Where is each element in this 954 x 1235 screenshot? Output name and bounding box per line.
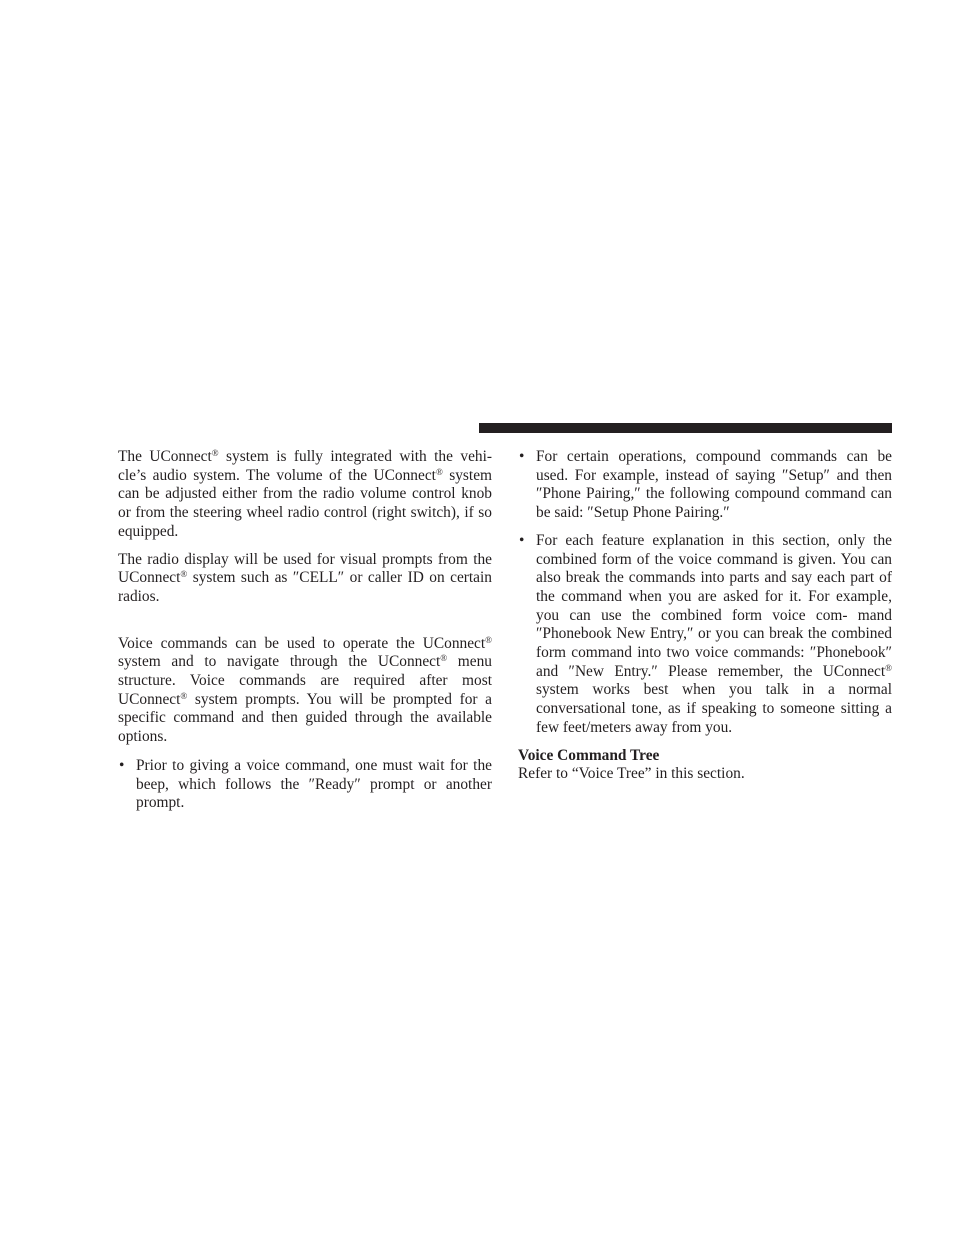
registered-mark: ® — [485, 634, 492, 645]
bullet-compound-commands — [518, 448, 892, 523]
registered-mark: ® — [435, 466, 443, 477]
text-span: Voice commands can be used to operate the UConnect — [118, 634, 486, 652]
bullet-dot-icon: • — [519, 531, 525, 549]
text-span: system such as ″CELL″ or caller ID on certain radios. — [118, 569, 492, 605]
bullet-combined-form — [518, 532, 892, 738]
registered-mark: ® — [885, 662, 892, 673]
bullet-wait-for-beep — [118, 757, 492, 813]
paragraph-audio-integration — [118, 448, 492, 542]
left-column — [118, 448, 492, 813]
right-column — [518, 448, 892, 784]
text-span: menu structure. Voice commands are required after most UConnect — [118, 653, 493, 708]
text-span: system can be adjusted either from the radio volume control knob or from the steering wheel radio control (right switch), if so equipped. — [118, 466, 492, 540]
paragraph-voice-tree-reference: Refer to “Voice Tree” in this section. — [518, 765, 745, 783]
section-header-rule — [479, 423, 892, 433]
text-span: For each feature explanation in this section, only the combined form of the voice command is given. You can also break the commands into parts and say each part of the command when you are asked for it. For example, you can use the combined form voice com- mand ″Phonebook New Entry,″ or you can break the combined form command into two voice commands: ″Phonebook″ and ″New Entry.″ Please remember, the UConnect — [536, 531, 892, 680]
text-span: system works best when you talk in a normal conversational tone, as if speaking to someone sitting a few feet/meters away from you. — [536, 681, 892, 736]
paragraph-radio-display — [118, 551, 492, 607]
bullet-text: For certain operations, compound commands can be used. For example, instead of saying ″Setup″ and then ″Phone Pairing,″ the following compound command can be said: ″Setup Phone Pairing.″ — [536, 448, 892, 522]
text-span: The UConnect — [118, 448, 212, 465]
heading-voice-command-tree: Voice Command Tree — [518, 746, 660, 764]
registered-mark: ® — [180, 690, 188, 701]
registered-mark: ® — [211, 448, 219, 458]
bullet-dot-icon: • — [119, 756, 125, 774]
paragraph-voice-commands — [118, 635, 492, 747]
text-span: system is fully integrated with the vehi- cle’s audio system. The volume of the UConnect — [118, 448, 492, 484]
bullet-dot-icon: • — [519, 448, 525, 465]
text-span: The radio display will be used for visual prompts from the UConnect — [118, 550, 492, 587]
registered-mark: ® — [180, 569, 188, 580]
registered-mark: ® — [440, 653, 448, 664]
bullet-text: Prior to giving a voice command, one must wait for the beep, which follows the ″Ready″ prompt or another prompt. — [136, 756, 492, 812]
text-span: system prompts. You will be prompted for a specific command and then guided through the available options. — [118, 690, 492, 746]
text-span: system and to navigate through the UConnect — [118, 653, 441, 671]
